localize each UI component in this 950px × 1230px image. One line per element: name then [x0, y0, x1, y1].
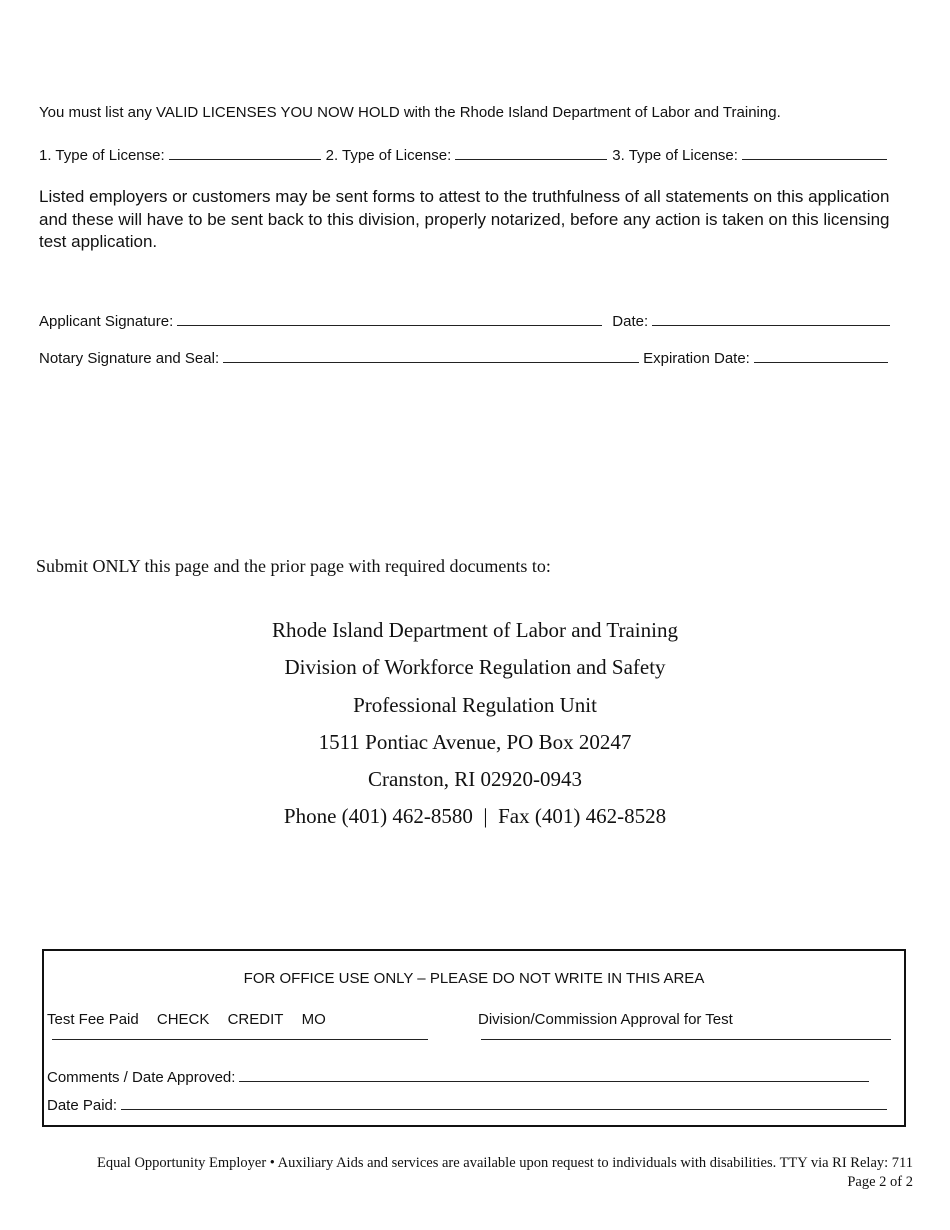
page-number: Page 2 of 2: [847, 1174, 913, 1190]
license-type-2-field[interactable]: [455, 145, 607, 160]
license-intro-text: You must list any VALID LICENSES YOU NOW HOLD with the Rhode Island Department of Labor and Training.: [39, 104, 781, 121]
expiration-date-label: Expiration Date:: [643, 350, 750, 367]
license-type-3-label: 3. Type of License:: [612, 147, 738, 164]
payment-option-credit: CREDIT: [227, 1011, 284, 1028]
date-paid-row: [47, 1095, 887, 1114]
test-fee-label: Test Fee Paid: [47, 1011, 139, 1028]
date-paid-label: Date Paid:: [47, 1097, 118, 1114]
address-line-unit: Professional Regulation Unit: [353, 692, 597, 717]
submit-instructions: Submit ONLY this page and the prior page with required documents to:: [36, 556, 551, 576]
page-footer: [0, 1154, 913, 1192]
license-type-3-field[interactable]: [742, 145, 887, 160]
test-fee-field[interactable]: [52, 1039, 428, 1040]
comments-field[interactable]: [239, 1067, 869, 1082]
address-line-phone-fax: Phone (401) 462-8580 | Fax (401) 462-8528: [283, 804, 667, 829]
date-field[interactable]: [652, 311, 890, 326]
approval-label: Division/Commission Approval for Test: [478, 1011, 733, 1028]
office-use-title: FOR OFFICE USE ONLY – PLEASE DO NOT WRITE IN THIS AREA: [243, 970, 705, 987]
equal-opportunity-notice: Equal Opportunity Employer • Auxiliary Aids and services are available upon request to individuals with disabilities. TTY via RI Relay: 711: [97, 1155, 913, 1171]
address-line-department: Rhode Island Department of Labor and Training: [272, 618, 678, 642]
date-label: Date:: [612, 313, 649, 330]
applicant-signature-field[interactable]: [177, 311, 602, 326]
approval-field[interactable]: [481, 1039, 891, 1040]
date-paid-field[interactable]: [121, 1095, 887, 1110]
address-line-street: 1511 Pontiac Avenue, PO Box 20247: [318, 729, 632, 754]
license-types-row: [39, 145, 887, 164]
address-line-division: Division of Workforce Regulation and Safety: [284, 655, 666, 680]
attestation-notice: Listed employers or customers may be sent forms to attest to the truthfulness of all statements on this application and these will have to be sent back to this division, properly notarized, before any action is taken on this licensing test application.: [39, 187, 890, 251]
applicant-signature-label: Applicant Signature:: [39, 313, 174, 330]
notary-signature-field[interactable]: [223, 348, 639, 363]
notary-signature-label: Notary Signature and Seal:: [39, 350, 220, 367]
test-fee-row: [47, 1011, 340, 1028]
comments-row: [47, 1067, 869, 1086]
notary-signature-row: [39, 348, 888, 367]
office-use-box: [42, 949, 906, 1127]
expiration-date-field[interactable]: [754, 348, 888, 363]
license-type-2-label: 2. Type of License:: [325, 147, 452, 164]
payment-option-check: CHECK: [156, 1011, 210, 1028]
license-type-1-field[interactable]: [169, 145, 321, 160]
address-line-city: Cranston, RI 02920-0943: [367, 767, 583, 792]
comments-label: Comments / Date Approved:: [47, 1069, 236, 1086]
mailing-address: [0, 612, 950, 836]
license-type-1-label: 1. Type of License:: [39, 147, 165, 164]
payment-option-mo: MO: [301, 1011, 326, 1028]
applicant-signature-row: [39, 311, 890, 330]
